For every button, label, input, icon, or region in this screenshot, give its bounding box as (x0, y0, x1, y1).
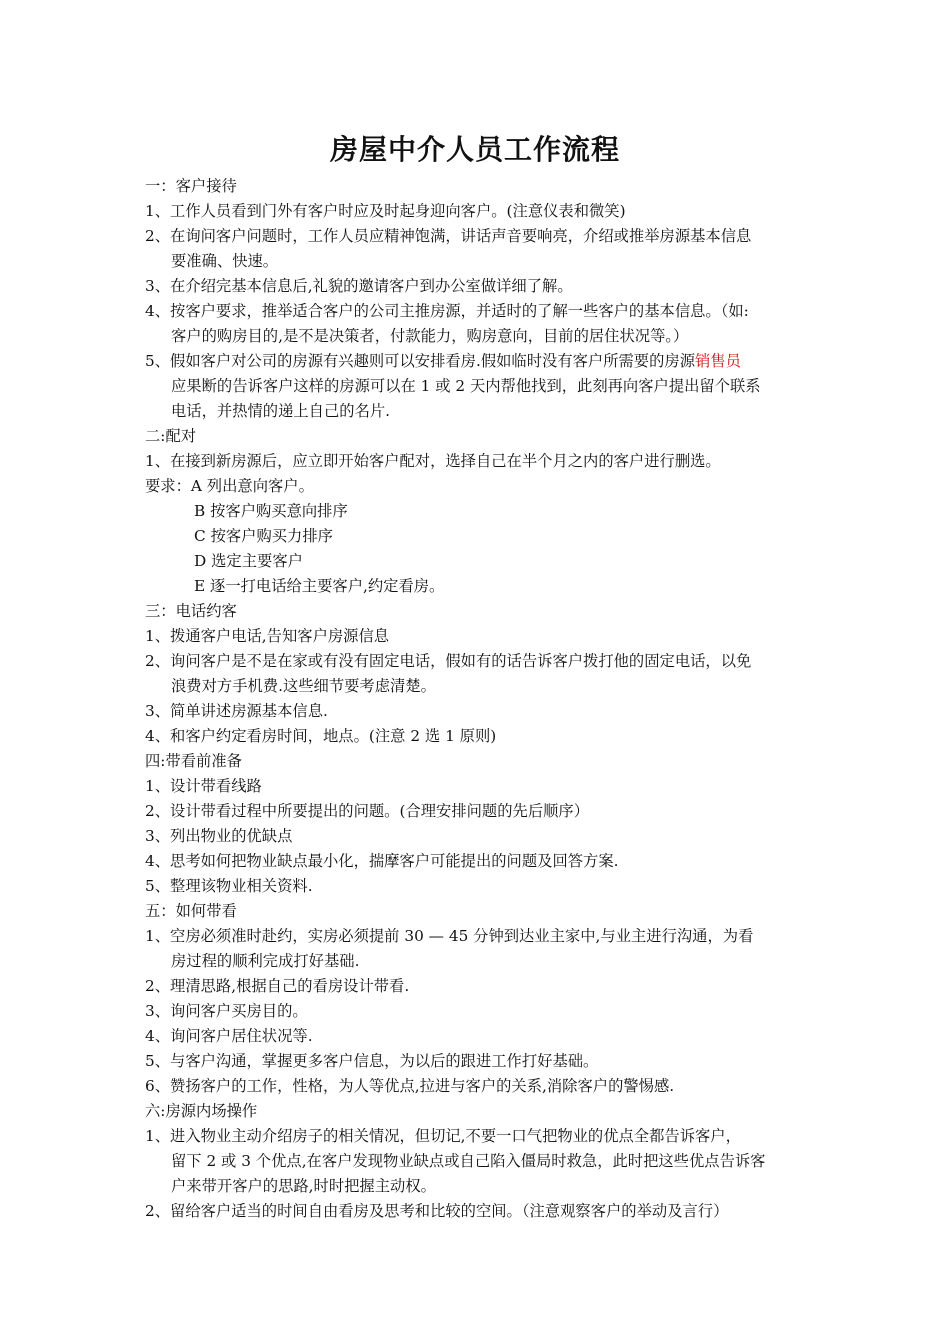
list-item-continuation: 要准确、快速。 (171, 252, 279, 270)
list-item: 3、在介绍完基本信息后,礼貌的邀请客户到办公室做详细了解。 (145, 277, 573, 295)
list-item: 1、在接到新房源后，应立即开始客户配对，选择自己在半个月之内的客户进行删选。 (145, 452, 721, 470)
list-item: 5、与客户沟通，掌握更多客户信息，为以后的跟进工作打好基础。 (145, 1052, 599, 1070)
list-item: 1、进入物业主动介绍房子的相关情况，但切记,不要一口气把物业的优点全都告诉客户， (145, 1127, 741, 1145)
list-item: 2、留给客户适当的时间自由看房及思考和比较的空间。（注意观察客户的举动及言行） (145, 1202, 729, 1220)
section-heading-phone: 三：电话约客 (145, 602, 237, 620)
section-heading-reception: 一：客户接待 (145, 177, 237, 195)
requirement-item: B 按客户购买意向排序 (194, 502, 348, 520)
list-item: 1、工作人员看到门外有客户时应及时起身迎向客户。(注意仪表和微笑) (145, 202, 626, 220)
list-item: 5、整理该物业相关资料. (145, 877, 313, 895)
section-heading-matching: 二:配对 (145, 427, 197, 445)
list-item (145, 349, 810, 374)
requirement-line: 要求：A 列出意向客户。 (145, 477, 314, 495)
highlighted-text: 销售员 (695, 352, 741, 370)
requirement-item: D 选定主要客户 (194, 552, 303, 570)
list-item: 4、和客户约定看房时间，地点。(注意 2 选 1 原则) (145, 727, 497, 745)
list-item-continuation: 应果断的告诉客户这样的房源可以在 1 或 2 天内帮他找到，此刻再向客户提出留个联系 (171, 377, 761, 395)
list-item: 2、在询问客户问题时，工作人员应精神饱满，讲话声音要响亮，介绍或推举房源基本信息 (145, 227, 752, 245)
document-body (145, 174, 810, 1224)
list-item: 4、思考如何把物业缺点最小化，揣摩客户可能提出的问题及回答方案. (145, 852, 619, 870)
list-item-continuation: 户来带开客户的思路,时时把握主动权。 (171, 1177, 436, 1195)
list-item: 3、列出物业的优缺点 (145, 827, 293, 845)
list-item: 3、简单讲述房源基本信息. (145, 702, 328, 720)
list-item-continuation: 客户的购房目的,是不是决策者，付款能力，购房意向，目前的居住状况等。） (171, 327, 689, 345)
list-item-text: 5、假如客户对公司的房源有兴趣则可以安排看房.假如临时没有客户所需要的房源 (145, 352, 695, 370)
section-heading-showing: 五：如何带看 (145, 902, 237, 920)
list-item-continuation: 电话，并热情的递上自己的名片. (171, 402, 391, 420)
document-title: 房屋中介人员工作流程 (329, 133, 620, 166)
requirement-item: E 逐一打电话给主要客户,约定看房。 (194, 577, 445, 595)
list-item-continuation: 房过程的顺利完成打好基础. (171, 952, 360, 970)
list-item: 1、设计带看线路 (145, 777, 262, 795)
list-item: 4、询问客户居住状况等. (145, 1027, 313, 1045)
list-item: 2、询问客户是不是在家或有没有固定电话，假如有的话告诉客户拨打他的固定电话，以免 (145, 652, 752, 670)
list-item: 4、按客户要求，推举适合客户的公司主推房源，并适时的了解一些客户的基本信息。（如: (145, 302, 749, 320)
requirement-item: C 按客户购买力排序 (194, 527, 333, 545)
section-heading-onsite: 六:房源内场操作 (145, 1102, 258, 1120)
section-heading-preparation: 四:带看前准备 (145, 752, 242, 770)
list-item-continuation: 浪费对方手机费.这些细节要考虑清楚。 (171, 677, 436, 695)
list-item: 3、询问客户买房目的。 (145, 1002, 308, 1020)
list-item: 2、理清思路,根据自己的看房设计带看. (145, 977, 410, 995)
list-item: 6、赞扬客户的工作，性格，为人等优点,拉进与客户的关系,消除客户的警惕感. (145, 1077, 675, 1095)
list-item: 2、设计带看过程中所要提出的问题。(合理安排问题的先后顺序） (145, 802, 590, 820)
list-item: 1、空房必须准时赴约，实房必须提前 30 — 45 分钟到达业主家中,与业主进行沟通，为看 (145, 927, 754, 945)
list-item: 1、拨通客户电话,告知客户房源信息 (145, 627, 390, 645)
list-item-continuation: 留下 2 或 3 个优点,在客户发现物业缺点或自己陷入僵局时救急，此时把这些优点告诉客 (171, 1152, 766, 1170)
